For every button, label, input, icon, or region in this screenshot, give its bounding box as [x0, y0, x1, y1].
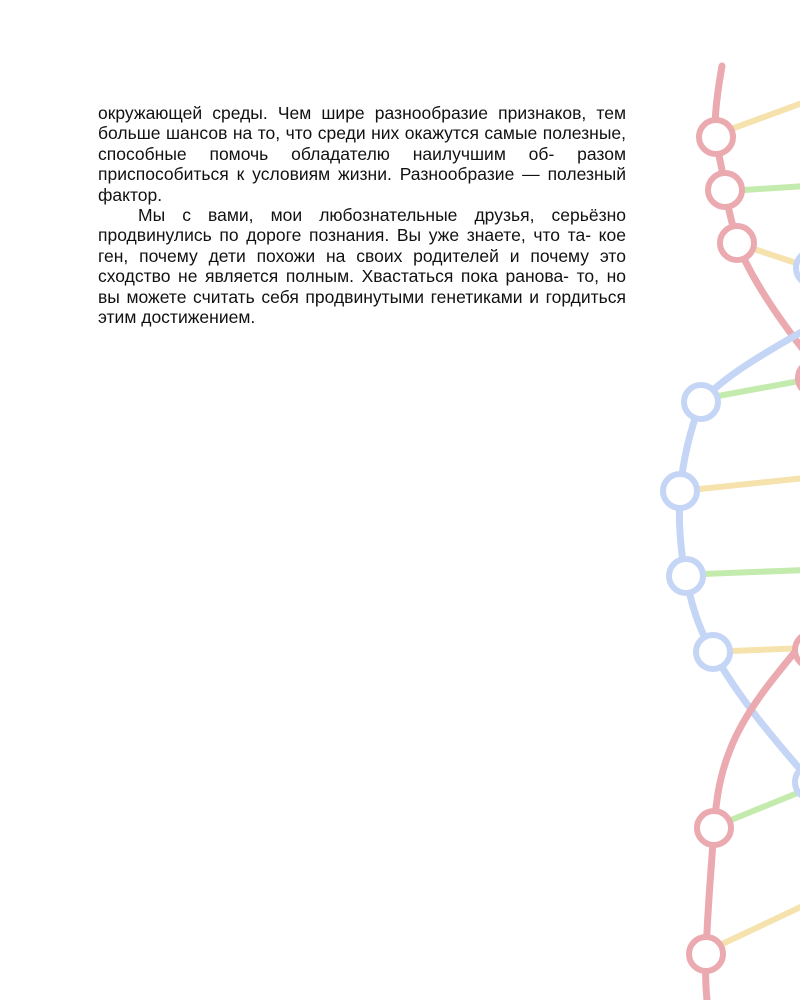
text-line: кое ген, почему дети похожи на своих родителей и почему [98, 225, 626, 266]
helix-rung [744, 186, 800, 190]
text-line: полезные, способные помочь обладателю наилучшим об- [98, 123, 626, 164]
helix-rung [703, 570, 800, 574]
helix-rung [754, 249, 800, 266]
text-line: то, но вы можете считать себя продвинутыми генетиками [98, 266, 626, 307]
helix-rung [731, 648, 800, 651]
helix-rung [734, 102, 800, 128]
helix-node [663, 474, 697, 508]
helix-node [699, 120, 733, 154]
helix-node [697, 811, 731, 845]
helix-node [796, 251, 800, 285]
helix-node [720, 226, 754, 260]
helix-node [684, 385, 718, 419]
text-line: полезный фактор. [98, 164, 626, 205]
text-line: окружающей среды. Чем шире разнообразие признаков, [98, 103, 587, 123]
helix-strands [679, 66, 800, 1000]
text-line: Мы с вами, мои любознательные друзья, серьёзно [138, 205, 626, 226]
text-line: продвинулись по дороге познания. Вы уже знаете, что та- [98, 225, 592, 246]
helix-node [696, 635, 730, 669]
text-line: разом приспособиться к условиям жизни. Разнообразие — [98, 143, 626, 185]
helix-node [708, 173, 742, 207]
helix-rung [720, 905, 800, 945]
helix-rung [700, 478, 800, 489]
helix-rung [731, 790, 800, 820]
helix-node [689, 937, 723, 971]
text-line: тем больше шансов на то, что среди них окажутся самые [98, 103, 626, 144]
text-line: это сходство не является полным. Хвастаться пока ранова- [98, 245, 626, 287]
helix-node [669, 559, 703, 593]
helix-node [795, 633, 800, 667]
helix-rung [718, 380, 800, 396]
text-line: и гордиться этим достижением. [98, 286, 626, 328]
